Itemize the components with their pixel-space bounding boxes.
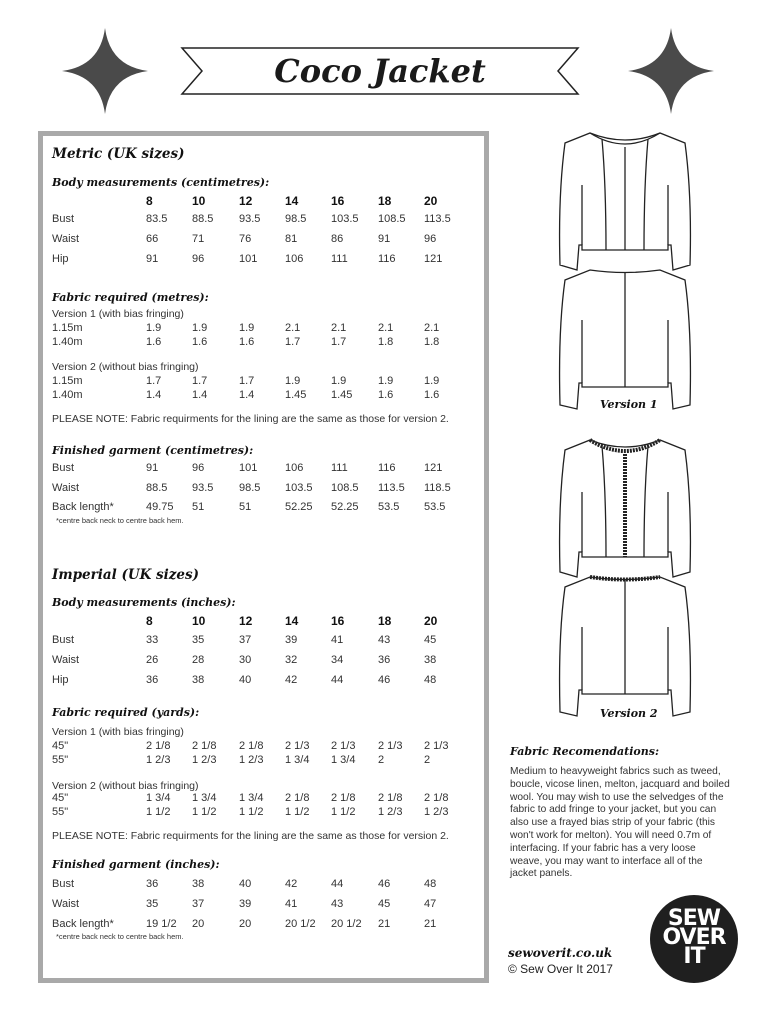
cell-value: 48: [424, 674, 437, 686]
cell-value: 98.5: [285, 213, 307, 225]
cell-value: 86: [331, 233, 344, 245]
cell-value: 1 3/4: [146, 792, 171, 804]
cell-value: 52.25: [285, 501, 313, 513]
size-header: 12: [239, 614, 253, 628]
cell-value: 106: [285, 462, 304, 474]
imperial-body-heading: Body measurements (inches):: [52, 596, 236, 609]
cell-value: 53.5: [424, 501, 446, 513]
row-label: Waist: [52, 654, 80, 666]
row-label: Back length*: [52, 918, 114, 930]
cell-value: 1.45: [285, 389, 307, 401]
cell-value: 1 2/3: [424, 806, 449, 818]
cell-value: 47: [424, 898, 437, 910]
cell-value: 49.75: [146, 501, 174, 513]
table-row: [52, 878, 472, 894]
cell-value: 88.5: [192, 213, 214, 225]
version1-illustration: [540, 125, 710, 425]
cell-value: 48: [424, 878, 437, 890]
cell-value: 38: [424, 654, 437, 666]
size-header: 12: [239, 194, 253, 208]
cell-value: 1.45: [331, 389, 353, 401]
cell-value: 113.5: [378, 482, 405, 494]
cell-value: 53.5: [378, 501, 400, 513]
imperial-sizes-row: [52, 614, 472, 630]
cell-value: 1.6: [239, 336, 255, 348]
cell-value: 1.8: [424, 336, 440, 348]
cell-value: 1.9: [378, 375, 394, 387]
cell-value: 1.4: [192, 389, 208, 401]
cell-value: 1.6: [378, 389, 394, 401]
row-label: 1.15m: [52, 375, 83, 387]
cell-value: 2 1/8: [378, 792, 403, 804]
cell-value: 36: [146, 674, 159, 686]
logo-line: SEW: [667, 906, 721, 931]
cell-value: 35: [146, 898, 159, 910]
size-header: 18: [378, 614, 392, 628]
cell-value: 1.8: [378, 336, 394, 348]
row-label: 55": [52, 806, 69, 818]
sparkle-star-right-icon: [626, 26, 716, 116]
cell-value: 2: [424, 754, 431, 766]
cell-value: 46: [378, 674, 391, 686]
cell-value: 106: [285, 253, 304, 265]
table-row: [52, 898, 472, 914]
row-label: 1.40m: [52, 389, 83, 401]
size-header: 14: [285, 194, 299, 208]
cell-value: 1 2/3: [239, 754, 264, 766]
cell-value: 28: [192, 654, 205, 666]
cell-value: 1 1/2: [192, 806, 217, 818]
cell-value: 40: [239, 674, 252, 686]
size-header: 18: [378, 194, 392, 208]
cell-value: 46: [378, 878, 391, 890]
cell-value: 20 1/2: [331, 918, 362, 930]
cell-value: 2 1/8: [424, 792, 449, 804]
version2-fabric-label: Version 2 (without bias fringing): [52, 361, 199, 373]
cell-value: 44: [331, 674, 344, 686]
cell-value: 2 1/8: [146, 740, 171, 752]
table-row: [52, 482, 472, 498]
cell-value: 96: [192, 462, 205, 474]
version2-label: Version 2: [600, 707, 658, 720]
cell-value: 1 1/2: [239, 806, 264, 818]
cell-value: 37: [192, 898, 205, 910]
imperial-fabric-heading: Fabric required (yards):: [52, 706, 200, 719]
cell-value: 111: [331, 462, 348, 474]
cell-value: 2: [378, 754, 385, 766]
cell-value: 30: [239, 654, 252, 666]
sew-over-it-logo: [650, 895, 738, 983]
row-label: Waist: [52, 898, 80, 910]
size-header: 10: [192, 194, 206, 208]
row-label: 45": [52, 740, 69, 752]
cell-value: 2.1: [424, 322, 440, 334]
cell-value: 1.7: [285, 336, 301, 348]
cell-value: 2 1/3: [424, 740, 449, 752]
cell-value: 43: [378, 634, 391, 646]
cell-value: 1.9: [192, 322, 208, 334]
cell-value: 39: [239, 898, 252, 910]
row-label: Waist: [52, 233, 80, 245]
cell-value: 96: [424, 233, 437, 245]
cell-value: 101: [239, 253, 258, 265]
table-row: [52, 754, 472, 770]
metric-sizes-row: [52, 194, 472, 210]
cell-value: 26: [146, 654, 159, 666]
cell-value: 71: [192, 233, 205, 245]
version2-illustration: [540, 432, 710, 722]
table-row: [52, 806, 472, 822]
cell-value: 1.9: [424, 375, 440, 387]
cell-value: 19 1/2: [146, 918, 177, 930]
cell-value: 1.7: [192, 375, 208, 387]
cell-value: 2.1: [378, 322, 394, 334]
cell-value: 2 1/8: [285, 792, 310, 804]
size-header: 16: [331, 194, 345, 208]
imperial-finished-heading: Finished garment (inches):: [52, 858, 220, 871]
cell-value: 45: [424, 634, 437, 646]
cell-value: 20: [239, 918, 252, 930]
cell-value: 1.4: [146, 389, 162, 401]
cell-value: 38: [192, 674, 205, 686]
row-label: Bust: [52, 213, 75, 225]
cell-value: 21: [424, 918, 437, 930]
cell-value: 121: [424, 462, 443, 474]
cell-value: 111: [331, 253, 348, 265]
cell-value: 113.5: [424, 213, 451, 225]
cell-value: 32: [285, 654, 298, 666]
recommendations-title: Fabric Recomendations:: [510, 745, 660, 758]
recommendations-text: Medium to heavyweight fabrics such as tweed, boucle, vicose linen, melton, jacquard and boiled wool. You may wish to use the selvedges of the fabric to add fringe to your jacket, but you can also use a frayed bias strip of your fabric (this won't work for melton). You will need 0.7m of interfacing. If your fabric has a very loose weave, you may want to interface all of the jacket panels.: [510, 766, 730, 880]
cell-value: 116: [378, 462, 396, 474]
metric-heading: Metric (UK sizes): [52, 146, 185, 162]
cell-value: 1.7: [146, 375, 162, 387]
cell-value: 43: [331, 898, 344, 910]
cell-value: 38: [192, 878, 205, 890]
size-header: 8: [146, 614, 153, 628]
cell-value: 1 2/3: [146, 754, 171, 766]
table-row: [52, 634, 472, 650]
cell-value: 91: [146, 462, 159, 474]
table-row: [52, 389, 472, 405]
cell-value: 1 3/4: [331, 754, 356, 766]
size-header: 20: [424, 194, 438, 208]
copyright-text: © Sew Over It 2017: [508, 962, 613, 976]
cell-value: 20: [192, 918, 205, 930]
cell-value: 45: [378, 898, 391, 910]
website-link[interactable]: sewoverit.co.uk: [508, 946, 613, 960]
cell-value: 1 2/3: [192, 754, 217, 766]
cell-value: 96: [192, 253, 205, 265]
table-row: [52, 462, 472, 478]
cell-value: 2.1: [331, 322, 347, 334]
version2-fabric-label: Version 2 (without bias fringing): [52, 780, 199, 792]
cell-value: 2 1/8: [192, 740, 217, 752]
imperial-heading: Imperial (UK sizes): [52, 567, 200, 583]
size-header: 16: [331, 614, 345, 628]
cell-value: 40: [239, 878, 252, 890]
cell-value: 103.5: [331, 213, 359, 225]
cell-value: 42: [285, 878, 298, 890]
cell-value: 103.5: [285, 482, 313, 494]
row-label: Bust: [52, 634, 75, 646]
row-label: 45": [52, 792, 69, 804]
table-row: [52, 253, 472, 269]
cell-value: 1.6: [146, 336, 162, 348]
cell-value: 51: [192, 501, 205, 513]
cell-value: 1 1/2: [285, 806, 310, 818]
cell-value: 1.4: [239, 389, 255, 401]
footnote: *centre back neck to centre back hem.: [56, 932, 184, 941]
table-row: [52, 233, 472, 249]
cell-value: 88.5: [146, 482, 168, 494]
cell-value: 41: [331, 634, 344, 646]
cell-value: 1 1/2: [331, 806, 356, 818]
cell-value: 108.5: [331, 482, 359, 494]
row-label: 55": [52, 754, 69, 766]
cell-value: 2 1/8: [239, 740, 264, 752]
cell-value: 1.7: [239, 375, 255, 387]
cell-value: 108.5: [378, 213, 406, 225]
cell-value: 52.25: [331, 501, 359, 513]
version1-label: Version 1: [600, 398, 658, 411]
size-header: 8: [146, 194, 153, 208]
row-label: Bust: [52, 462, 75, 474]
table-row: [52, 654, 472, 670]
cell-value: 101: [239, 462, 258, 474]
version1-fabric-label: Version 1 (with bias fringing): [52, 726, 184, 738]
cell-value: 2 1/8: [331, 792, 356, 804]
metric-body-heading: Body measurements (centimetres):: [52, 176, 270, 189]
footnote: *centre back neck to centre back hem.: [56, 516, 184, 525]
size-header: 14: [285, 614, 299, 628]
row-label: Hip: [52, 674, 69, 686]
cell-value: 91: [378, 233, 391, 245]
cell-value: 44: [331, 878, 344, 890]
cell-value: 1 2/3: [378, 806, 403, 818]
cell-value: 1.9: [285, 375, 301, 387]
sparkle-star-left-icon: [60, 26, 150, 116]
logo-line: OVER: [662, 925, 726, 950]
lining-note: PLEASE NOTE: Fabric requirments for the lining are the same as those for version 2.: [52, 830, 449, 842]
cell-value: 2 1/3: [378, 740, 403, 752]
cell-value: 36: [378, 654, 391, 666]
cell-value: 121: [424, 253, 443, 265]
cell-value: 34: [331, 654, 344, 666]
cell-value: 1 3/4: [285, 754, 310, 766]
row-label: Waist: [52, 482, 80, 494]
lining-note: PLEASE NOTE: Fabric requirments for the lining are the same as those for version 2.: [52, 413, 449, 425]
logo-line: IT: [683, 944, 705, 969]
cell-value: 118.5: [424, 482, 451, 494]
table-row: [52, 336, 472, 352]
cell-value: 1 3/4: [239, 792, 264, 804]
cell-value: 41: [285, 898, 298, 910]
metric-fabric-heading: Fabric required (metres):: [52, 291, 209, 304]
cell-value: 2 1/3: [331, 740, 356, 752]
metric-finished-heading: Finished garment (centimetres):: [52, 444, 254, 457]
table-row: [52, 674, 472, 690]
row-label: Hip: [52, 253, 69, 265]
size-header: 20: [424, 614, 438, 628]
cell-value: 33: [146, 634, 159, 646]
table-row: [52, 213, 472, 229]
cell-value: 116: [378, 253, 396, 265]
cell-value: 93.5: [192, 482, 214, 494]
cell-value: 51: [239, 501, 252, 513]
cell-value: 2.1: [285, 322, 301, 334]
cell-value: 20 1/2: [285, 918, 316, 930]
table-row: [52, 501, 472, 517]
size-header: 10: [192, 614, 206, 628]
cell-value: 98.5: [239, 482, 261, 494]
cell-value: 81: [285, 233, 298, 245]
cell-value: 36: [146, 878, 159, 890]
cell-value: 1.9: [146, 322, 162, 334]
cell-value: 93.5: [239, 213, 261, 225]
cell-value: 91: [146, 253, 159, 265]
cell-value: 1 3/4: [192, 792, 217, 804]
cell-value: 21: [378, 918, 391, 930]
cell-value: 1.9: [239, 322, 255, 334]
cell-value: 1.7: [331, 336, 347, 348]
row-label: Back length*: [52, 501, 114, 513]
cell-value: 42: [285, 674, 298, 686]
cell-value: 1.6: [192, 336, 208, 348]
cell-value: 2 1/3: [285, 740, 310, 752]
cell-value: 35: [192, 634, 205, 646]
page-title: Coco Jacket: [274, 52, 486, 90]
cell-value: 1 1/2: [146, 806, 171, 818]
row-label: 1.40m: [52, 336, 83, 348]
version1-fabric-label: Version 1 (with bias fringing): [52, 308, 184, 320]
cell-value: 1.6: [424, 389, 440, 401]
cell-value: 66: [146, 233, 159, 245]
cell-value: 76: [239, 233, 252, 245]
row-label: Bust: [52, 878, 75, 890]
row-label: 1.15m: [52, 322, 83, 334]
cell-value: 37: [239, 634, 252, 646]
cell-value: 39: [285, 634, 298, 646]
cell-value: 83.5: [146, 213, 168, 225]
cell-value: 1.9: [331, 375, 347, 387]
